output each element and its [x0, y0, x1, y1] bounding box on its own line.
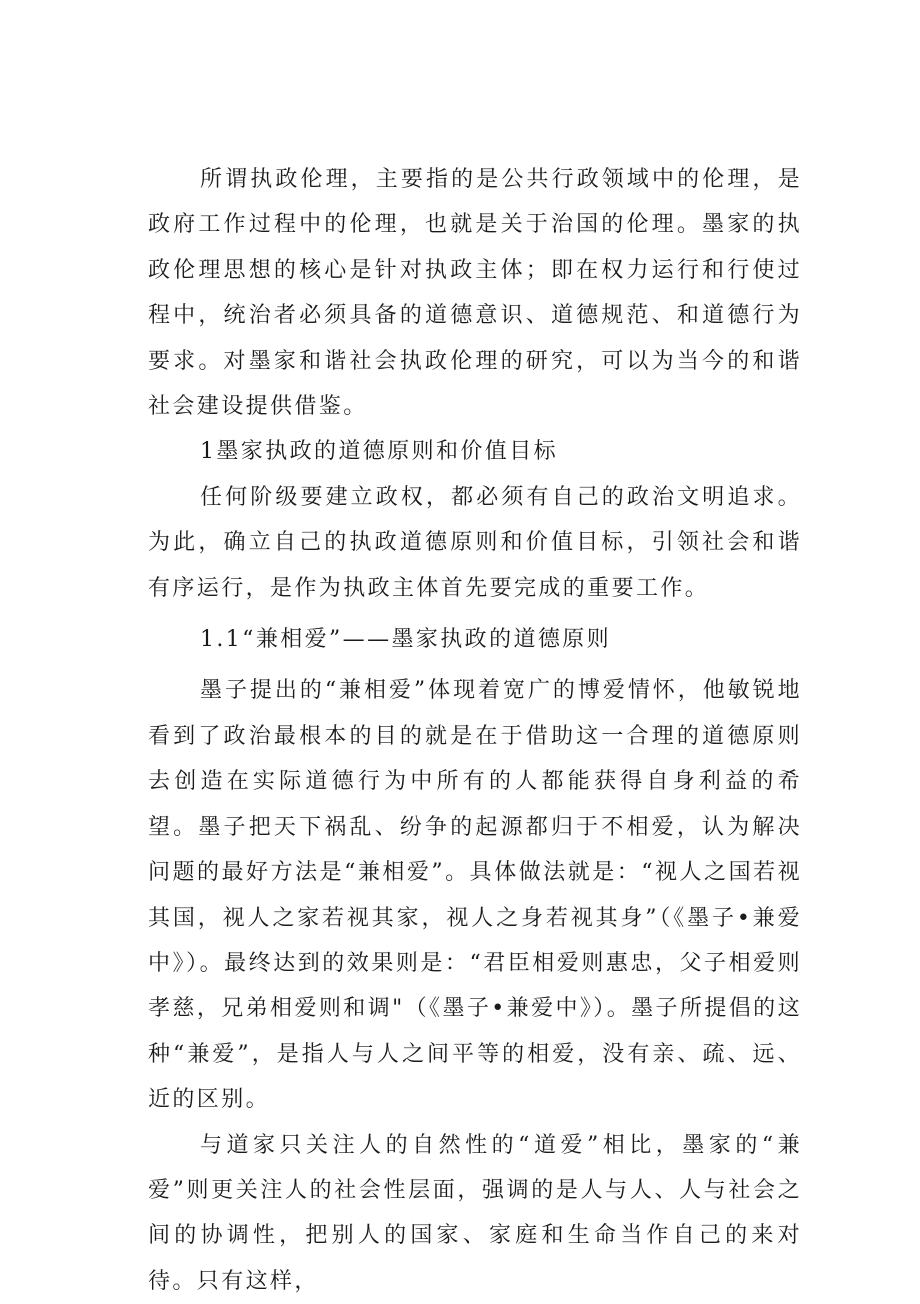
intro-paragraph: 所谓执政伦理，主要指的是公共行政领域中的伦理，是政府工作过程中的伦理，也就是关于治国的伦理。墨家的执政伦理思想的核心是针对执政主体；即在权力运行和行使过程中，统治者必须具备的道德意识、道德规范、和道德行为要求。对墨家和谐社会执政伦理的研究，可以为当今的和谐社会建设提供借鉴。 — [148, 167, 802, 420]
document-page — [148, 157, 802, 1304]
section-1-paragraph: 任何阶级要建立政权，都必须有自己的政治文明追求。为此，确立自己的执政道德原则和价值目标，引领社会和谐有序运行，是作为执政主体首先要完成的重要工作。 — [148, 484, 802, 601]
section-1-1-paragraph-1: 墨子提出的“兼相爱”体现着宽广的博爱情怀，他敏锐地看到了政治最根本的目的就是在于借助这一合理的道德原则去创造在实际道德行为中所有的人都能获得自身利益的希望。墨子把天下祸乱、纷争的起源都归于不相爱，认为解决问题的最好方法是“兼相爱”。具体做法就是：“视人之国若视其国，视人之家若视其家，视人之身若视其身”（《墨子•兼爱中》）。最终达到的效果则是：“君臣相爱则惠忠，父子相爱则孝慈，兄弟相爱则和调"（《墨子•兼爱中》）。墨子所提倡的这种“兼爱”，是指人与人之间平等的相爱，没有亲、疏、远、近的区别。 — [148, 678, 802, 1113]
section-1-1-paragraph-2: 与道家只关注人的自然性的“道爱”相比，墨家的“兼爱”则更关注人的社会性层面，强调的是人与人、人与社会之间的协调性，把别人的国家、家庭和生命当作自己的来对待。只有这样， — [148, 1132, 802, 1294]
section-1-heading: 1墨家执政的道德原则和价值目标 — [200, 439, 558, 465]
section-1-1-heading: 1.1“兼相爱”——墨家执政的道德原则 — [200, 627, 612, 653]
